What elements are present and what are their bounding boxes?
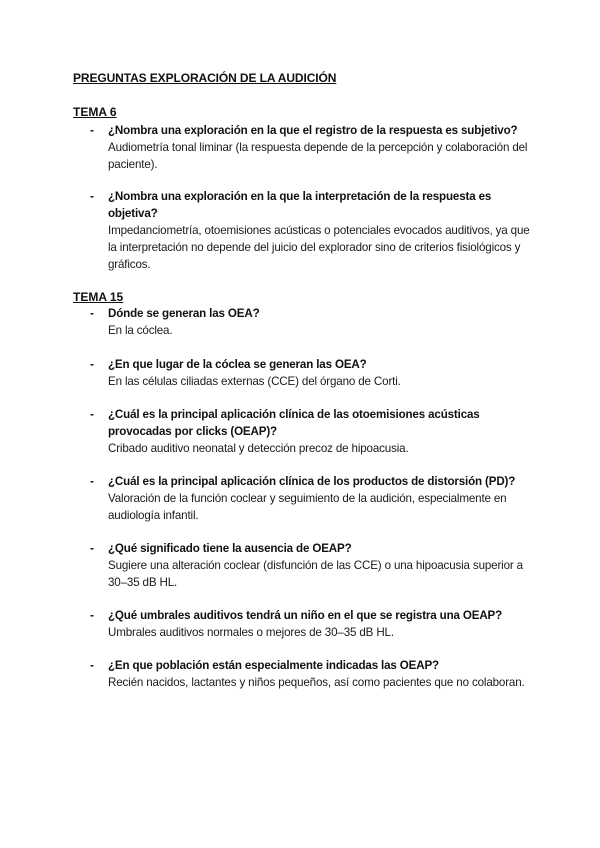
- question-text: ¿Nombra una exploración en la que la interpretación de la respuesta es objetiva?: [108, 190, 492, 220]
- bullet-dash: -: [90, 407, 94, 421]
- question-item: [90, 607, 530, 641]
- bullet-dash: -: [90, 541, 94, 555]
- question-item: [90, 305, 530, 339]
- question-item: [90, 122, 530, 173]
- answer-text: Sugiere una alteración coclear (disfunción de las CCE) o una hipoacusia superior a 30–35 dB HL.: [108, 559, 523, 589]
- question-item: [90, 540, 530, 591]
- answer-text: En la cóclea.: [108, 324, 173, 337]
- bullet-dash: -: [90, 658, 94, 672]
- question-text: ¿En que población están especialmente indicadas las OEAP?: [108, 659, 439, 672]
- question-item: [90, 657, 530, 691]
- bullet-dash: -: [90, 474, 94, 488]
- document-title: PREGUNTAS EXPLORACIÓN DE LA AUDICIÓN: [73, 71, 337, 85]
- bullet-dash: -: [90, 357, 94, 371]
- bullet-dash: -: [90, 608, 94, 622]
- section-title-tema-15: TEMA 15: [73, 290, 124, 304]
- bullet-dash: -: [90, 189, 94, 203]
- section-title-tema-6: TEMA 6: [73, 105, 117, 119]
- answer-text: Cribado auditivo neonatal y detección precoz de hipoacusia.: [108, 442, 409, 455]
- question-text: ¿Nombra una exploración en la que el registro de la respuesta es subjetivo?: [108, 124, 518, 137]
- answer-text: Valoración de la función coclear y seguimiento de la audición, especialmente en audiología infantil.: [108, 492, 507, 522]
- bullet-dash: -: [90, 306, 94, 320]
- question-item: [90, 406, 530, 457]
- answer-text: Recién nacidos, lactantes y niños pequeños, así como pacientes que no colaboran.: [108, 676, 525, 689]
- question-text: ¿Qué umbrales auditivos tendrá un niño en el que se registra una OEAP?: [108, 609, 503, 622]
- question-item: [90, 188, 530, 273]
- answer-text: Impedanciometría, otoemisiones acústicas o potenciales evocados auditivos, ya que la interpretación no depende del juicio del explorador sino de criterios fisiológicos y gráficos.: [108, 224, 530, 271]
- question-text: ¿Qué significado tiene la ausencia de OEAP?: [108, 542, 352, 555]
- question-item: [90, 473, 530, 524]
- question-item: [90, 356, 530, 390]
- question-text: ¿Cuál es la principal aplicación clínica de los productos de distorsión (PD)?: [108, 475, 516, 488]
- answer-text: Umbrales auditivos normales o mejores de 30–35 dB HL.: [108, 626, 394, 639]
- question-text: Dónde se generan las OEA?: [108, 307, 260, 320]
- bullet-dash: -: [90, 123, 94, 137]
- answer-text: Audiometría tonal liminar (la respuesta depende de la percepción y colaboración del paciente).: [108, 141, 528, 171]
- question-text: ¿Cuál es la principal aplicación clínica de las otoemisiones acústicas provocadas por clicks (OEAP)?: [108, 408, 480, 438]
- answer-text: En las células ciliadas externas (CCE) del órgano de Corti.: [108, 375, 401, 388]
- question-text: ¿En que lugar de la cóclea se generan las OEA?: [108, 358, 367, 371]
